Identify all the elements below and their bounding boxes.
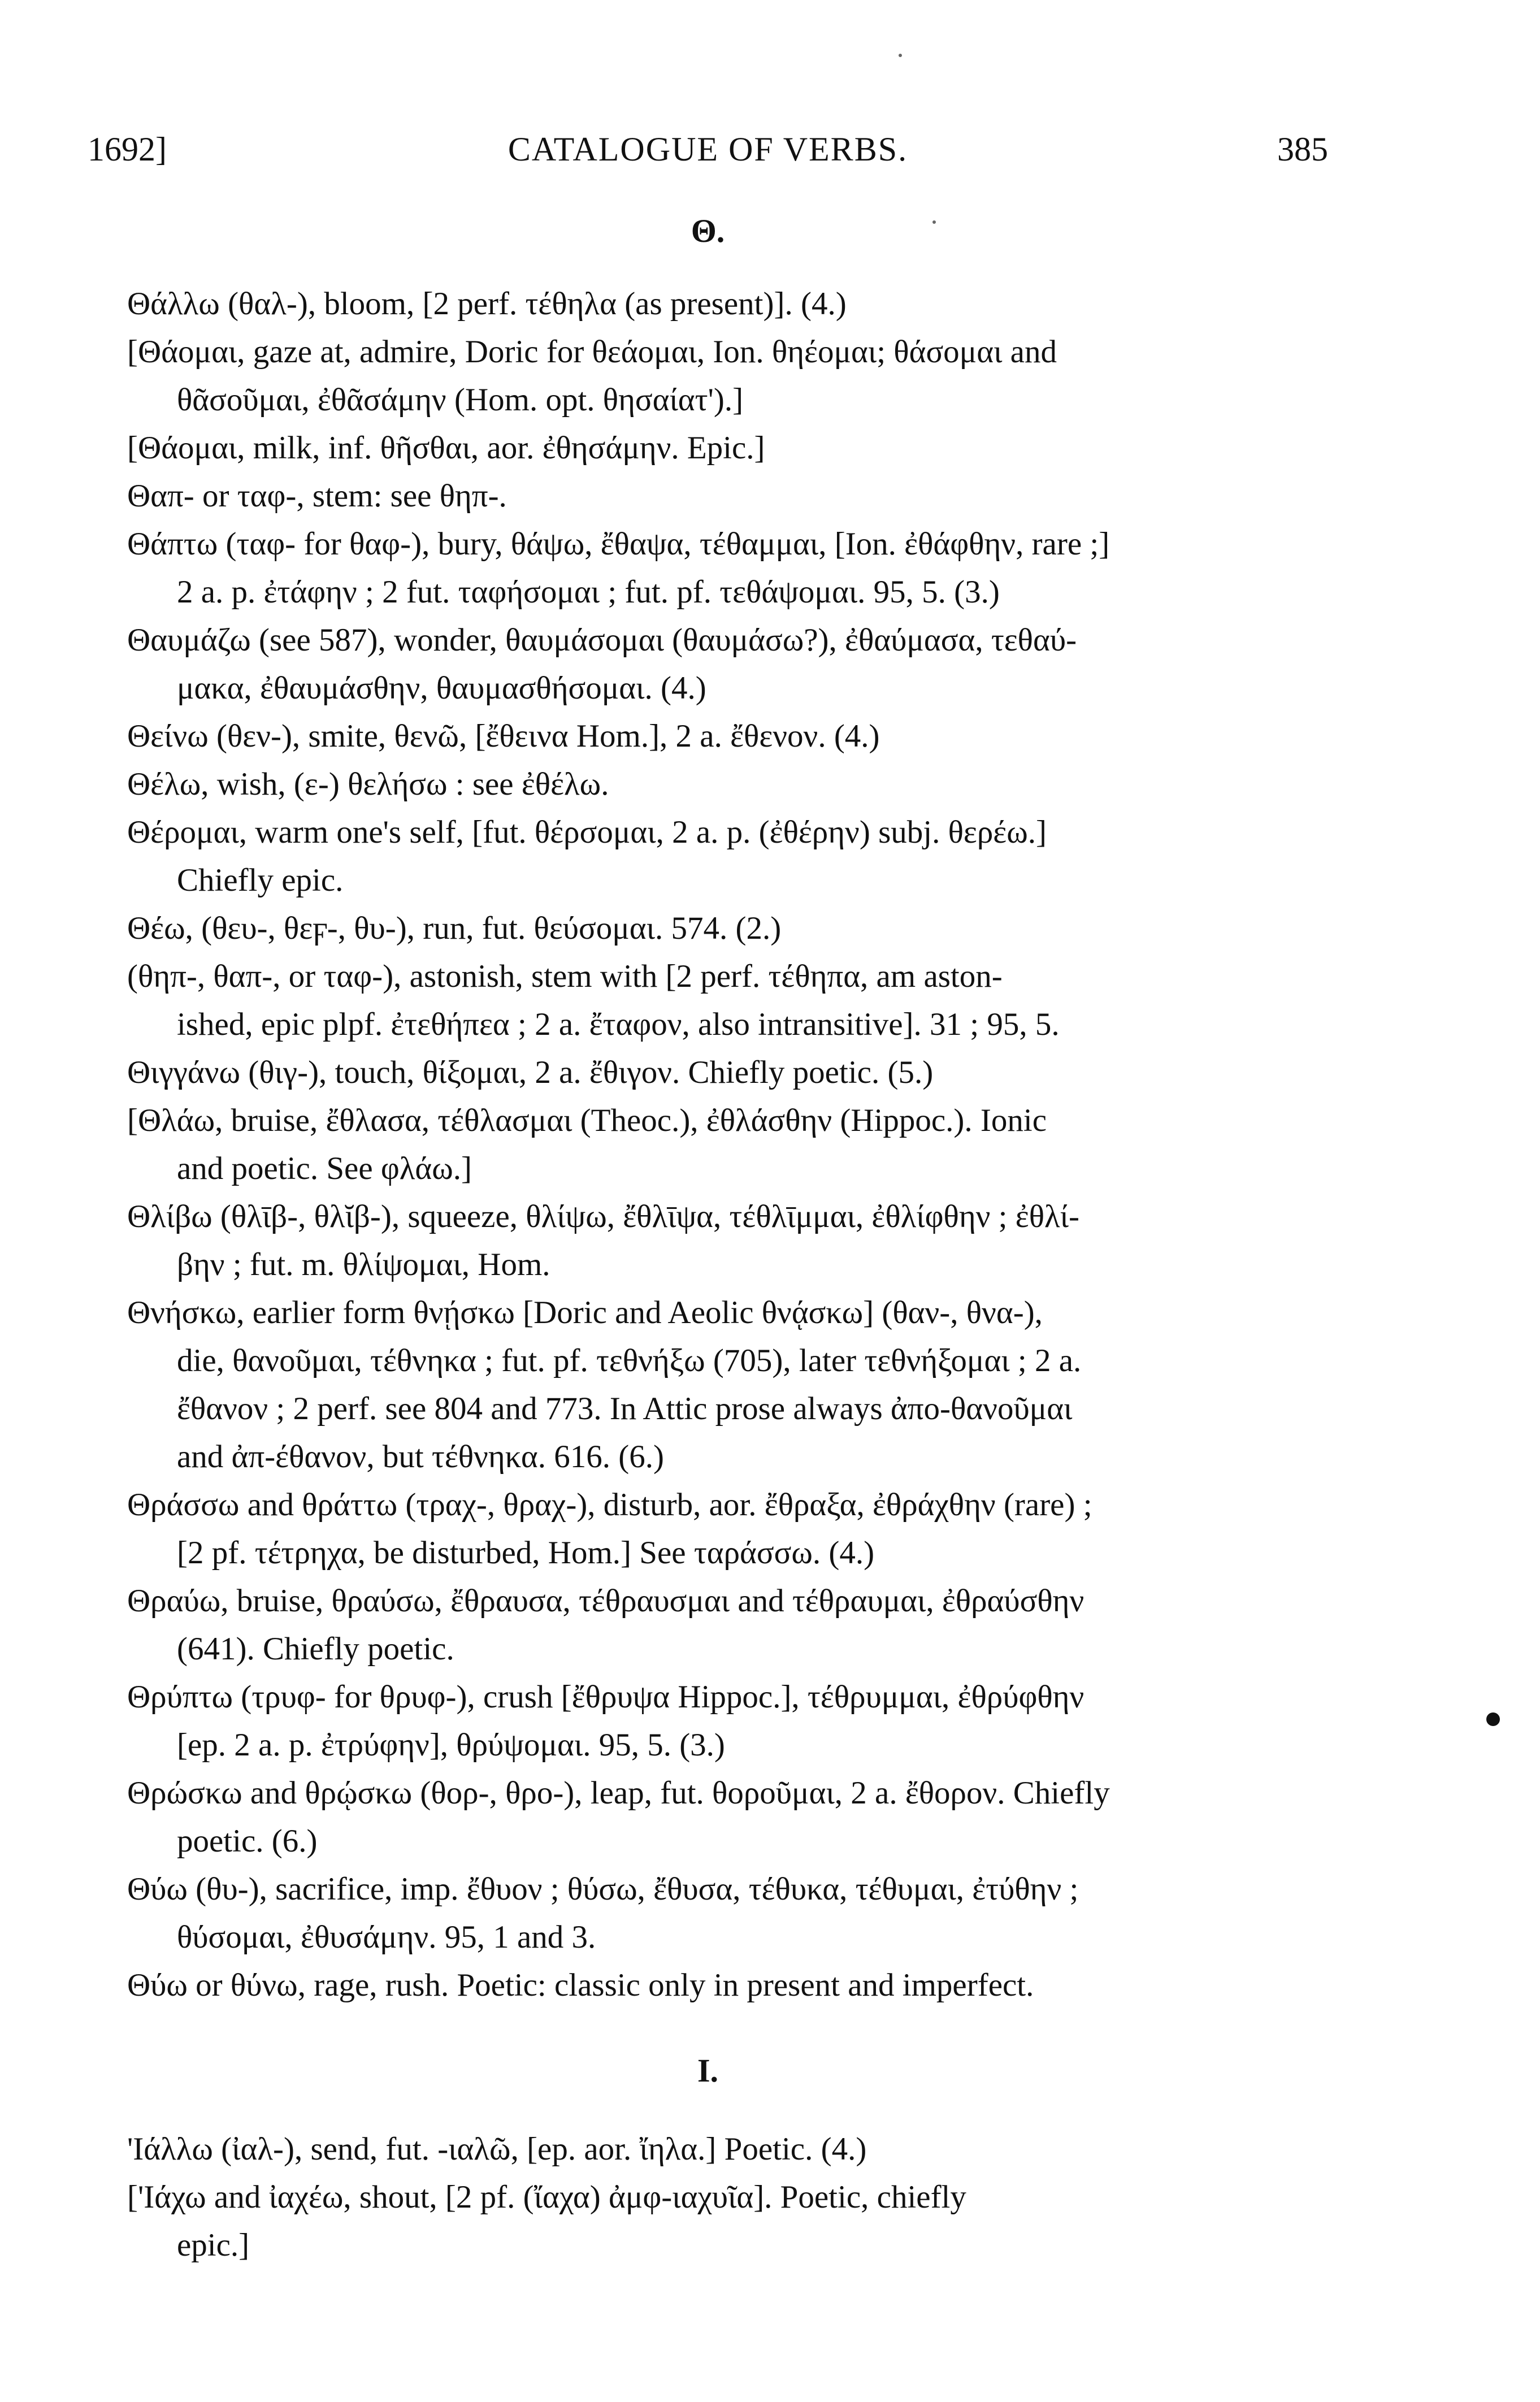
entry-line: Θρώσκω and θρῴσκω (θορ-, θρο-), leap, fut. θοροῦμαι, 2 a. ἔθορον. Chiefly	[127, 1775, 1110, 1811]
entry-line: Chiefly epic.	[177, 862, 344, 898]
entry-line: Θύω or θύνω, rage, rush. Poetic: classic only in present and imperfect.	[127, 1967, 1034, 2003]
verb-entry	[127, 520, 1320, 616]
entry-line: [Θάομαι, gaze at, admire, Doric for θεάομαι, Ion. θηέομαι; θάσομαι and	[127, 334, 1057, 370]
verb-entry	[127, 1577, 1320, 1673]
entry-line: Θραύω, bruise, θραύσω, ἔθραυσα, τέθραυσμαι and τέθραυμαι, ἐθραύσθην	[127, 1583, 1084, 1619]
entry-line: μακα, ἐθαυμάσθην, θαυμασθήσομαι. (4.)	[177, 670, 706, 706]
verb-entry	[127, 2125, 1320, 2173]
verb-entry	[127, 760, 1320, 808]
entry-line: [Θλάω, bruise, ἔθλασα, τέθλασμαι (Theoc.), ἐθλάσθην (Hippoc.). Ionic	[127, 1103, 1047, 1138]
entry-line: poetic. (6.)	[177, 1823, 318, 1859]
page-header	[88, 130, 1328, 181]
section-heading-theta: Θ.	[691, 213, 725, 249]
verb-entry	[127, 2173, 1320, 2269]
verb-entry	[127, 424, 1320, 472]
entry-line: θᾶσοῦμαι, ἐθᾶσάμην (Hom. opt. θησαίατ').]	[177, 382, 744, 418]
verb-entry	[127, 616, 1320, 712]
verb-entry	[127, 712, 1320, 760]
verb-entry	[127, 1193, 1320, 1289]
verb-entry	[127, 328, 1320, 424]
entry-line: and ἀπ-έθανον, but τέθνηκα. 616. (6.)	[177, 1439, 664, 1475]
verb-entry	[127, 280, 1320, 328]
entry-line: 2 a. p. ἐτάφην ; 2 fut. ταφήσομαι ; fut. pf. τεθάψομαι. 95, 5. (3.)	[177, 574, 1000, 610]
entry-line: θύσομαι, ἐθυσάμην. 95, 1 and 3.	[177, 1919, 596, 1955]
entry-line: Θρύπτω (τρυφ- for θρυφ-), crush [ἔθρυψα Hippoc.], τέθρυμμαι, ἐθρύφθην	[127, 1679, 1084, 1715]
verb-entry	[127, 952, 1320, 1048]
entry-line: ἔθανον ; 2 perf. see 804 and 773. In Attic prose always ἀπο-θανοῦμαι	[177, 1391, 1073, 1427]
entry-line: Θράσσω and θράττω (τραχ-, θραχ-), disturb, aor. ἔθραξα, ἐθράχθην (rare) ;	[127, 1487, 1092, 1523]
verb-entry	[127, 904, 1320, 952]
section-heading-iota: I.	[697, 2052, 719, 2089]
print-speck	[1486, 1712, 1500, 1726]
entry-line: Θαπ- or ταφ-, stem: see θηπ-.	[127, 478, 507, 514]
verb-entry	[127, 1769, 1320, 1865]
entry-line: and poetic. See φλάω.]	[177, 1151, 472, 1186]
entry-line: (641). Chiefly poetic.	[177, 1631, 454, 1667]
entry-line: Θνήσκω, earlier form θνῄσκω [Doric and Aeolic θνᾴσκω] (θαν-, θνα-),	[127, 1295, 1043, 1330]
entry-line: epic.]	[177, 2227, 250, 2263]
entry-line: Θιγγάνω (θιγ-), touch, θίξομαι, 2 a. ἔθιγον. Chiefly poetic. (5.)	[127, 1055, 934, 1090]
entry-line: Θάπτω (ταφ- for θαφ-), bury, θάψω, ἔθαψα, τέθαμμαι, [Ion. ἐθάφθην, rare ;]	[127, 526, 1110, 562]
entry-line: [ep. 2 a. p. ἐτρύφην], θρύψομαι. 95, 5. (3.)	[177, 1727, 725, 1763]
entry-line: Θαυμάζω (see 587), wonder, θαυμάσομαι (θαυμάσω?), ἐθαύμασα, τεθαύ-	[127, 622, 1077, 658]
entry-line: 'Ιάλλω (ἰαλ-), send, fut. -ιαλῶ, [ep. aor. ἴηλα.] Poetic. (4.)	[127, 2131, 867, 2167]
entry-line: ished, epic plpf. ἐτεθήπεα ; 2 a. ἔταφον, also intransitive]. 31 ; 95, 5.	[177, 1007, 1060, 1042]
entry-line: Θέρομαι, warm one's self, [fut. θέρσομαι, 2 a. p. (ἐθέρην) subj. θερέω.]	[127, 814, 1047, 850]
verb-entry	[127, 1096, 1320, 1193]
entry-line: Θλίβω (θλῑβ-, θλῐβ-), squeeze, θλίψω, ἔθλῑψα, τέθλῑμμαι, ἐθλίφθην ; ἐθλί-	[127, 1199, 1079, 1234]
section-number: 1692]	[88, 131, 167, 168]
entry-line: Θύω (θυ-), sacrifice, imp. ἔθυον ; θύσω, ἔθυσα, τέθυκα, τέθυμαι, ἐτύθην ;	[127, 1871, 1079, 1907]
verb-entry	[127, 1048, 1320, 1096]
entry-line: [Θάομαι, milk, inf. θῆσθαι, aor. ἐθησάμην. Epic.]	[127, 430, 765, 466]
entry-line: ['Ιάχω and ἰαχέω, shout, [2 pf. (ἴαχα) ἀμφ-ιαχυῖα]. Poetic, chiefly	[127, 2179, 966, 2215]
verb-entry	[127, 472, 1320, 520]
entry-line: Θάλλω (θαλ-), bloom, [2 perf. τέθηλα (as present)]. (4.)	[127, 286, 847, 322]
page-number: 385	[1277, 131, 1328, 168]
verb-entry	[127, 1673, 1320, 1769]
verb-entry	[127, 1289, 1320, 1481]
entry-line: Θέλω, wish, (ε-) θελήσω : see ἐθέλω.	[127, 766, 609, 802]
verb-entry	[127, 808, 1320, 904]
entry-line: Θείνω (θεν-), smite, θενῶ, [ἔθεινα Hom.], 2 a. ἔθενον. (4.)	[127, 718, 880, 754]
verb-entry	[127, 1961, 1320, 2009]
entry-line: [2 pf. τέτρηχα, be disturbed, Hom.] See ταράσσω. (4.)	[177, 1535, 875, 1571]
verb-entry	[127, 1481, 1320, 1577]
entry-line: die, θανοῦμαι, τέθνηκα ; fut. pf. τεθνήξω (705), later τεθνήξομαι ; 2 a.	[177, 1343, 1082, 1378]
entry-line: Θέω, (θευ-, θεϝ-, θυ-), run, fut. θεύσομαι. 574. (2.)	[127, 910, 782, 946]
running-title: CATALOGUE OF VERBS.	[507, 131, 908, 168]
entry-line: βην ; fut. m. θλίψομαι, Hom.	[177, 1247, 550, 1282]
verb-entry	[127, 1865, 1320, 1961]
entry-line: (θηπ-, θαπ-, or ταφ-), astonish, stem with [2 perf. τέθηπα, am aston-	[127, 959, 1003, 994]
print-speck	[899, 54, 902, 57]
